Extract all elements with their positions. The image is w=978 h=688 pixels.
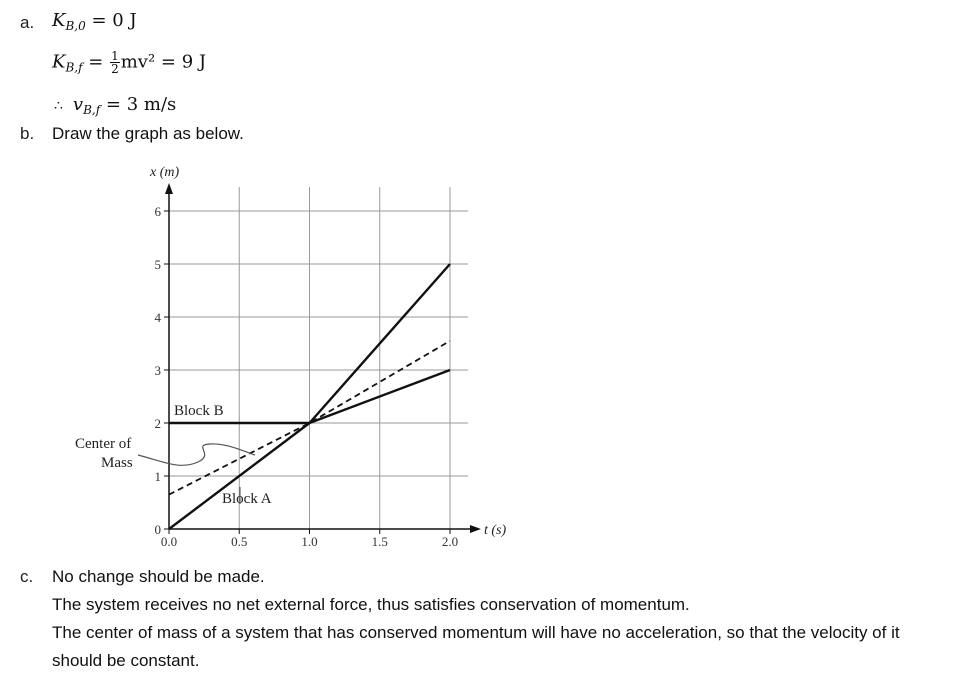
y-tick-label: 5 <box>154 257 161 272</box>
tick-marks <box>164 211 450 534</box>
equation-kb0 <box>52 10 137 33</box>
kinetic-energy-symbol: K <box>52 51 66 73</box>
equation-kbf <box>52 50 206 75</box>
axes <box>165 183 481 533</box>
velocity-symbol: v <box>72 94 84 115</box>
x-tick-label: 0.0 <box>160 534 178 549</box>
part-a-marker: a. <box>20 13 35 32</box>
y-tick-label: 3 <box>154 363 161 378</box>
y-axis-label: x (m) <box>150 165 180 180</box>
grid-lines <box>169 187 468 529</box>
position-time-graph <box>0 150 560 570</box>
part-c-marker: c. <box>20 567 34 586</box>
y-tick-label: 0 <box>154 522 161 537</box>
com-leader-curve <box>138 444 255 465</box>
tick-labels <box>155 204 459 549</box>
y-tick-label: 4 <box>154 310 161 325</box>
kinetic-energy-symbol: K <box>52 10 66 31</box>
therefore-symbol: ∴ <box>54 98 63 114</box>
part-c-line4: should be constant. <box>52 651 200 670</box>
part-b-marker: b. <box>20 124 35 143</box>
block-a-label: Block A <box>222 491 272 507</box>
x-tick-label: 1.5 <box>371 534 388 549</box>
y-tick-label: 2 <box>154 416 161 431</box>
part-c-line2: The system receives no net external force, thus satisfies conservation of momentum. <box>52 595 690 614</box>
vbf-subscript: B,f <box>83 103 101 117</box>
kb0-subscript: B,0 <box>65 19 86 33</box>
part-b-text: Draw the graph as below. <box>52 124 244 143</box>
fraction-denominator: 2 <box>111 62 119 76</box>
kbf-equals: = <box>88 51 104 73</box>
x-axis-arrow <box>470 525 481 533</box>
block-b-label: Block B <box>174 403 224 419</box>
part-c-line1: No change should be made. <box>52 567 265 586</box>
kbf-expression: mv² = 9 J <box>120 51 207 73</box>
x-axis-label: t (s) <box>484 523 507 538</box>
vbf-rhs: = 3 m/s <box>105 94 177 115</box>
part-c-line3: The center of mass of a system that has conserved momentum will have no acceleration, so that the velocity of it <box>52 623 900 642</box>
one-half-fraction <box>110 50 120 75</box>
y-tick-label: 6 <box>154 204 161 219</box>
y-tick-label: 1 <box>154 469 161 484</box>
equation-vbf <box>54 94 176 117</box>
kb0-rhs: = 0 J <box>91 10 137 31</box>
com-label-line2: Mass <box>101 455 133 471</box>
x-tick-label: 2.0 <box>441 534 459 549</box>
x-tick-label: 1.0 <box>301 534 318 549</box>
fraction-numerator: 1 <box>111 49 119 63</box>
kbf-subscript: B,f <box>65 60 83 75</box>
com-label-line1: Center of <box>75 436 132 452</box>
x-tick-label: 0.5 <box>231 534 248 549</box>
y-axis-arrow <box>165 183 173 194</box>
